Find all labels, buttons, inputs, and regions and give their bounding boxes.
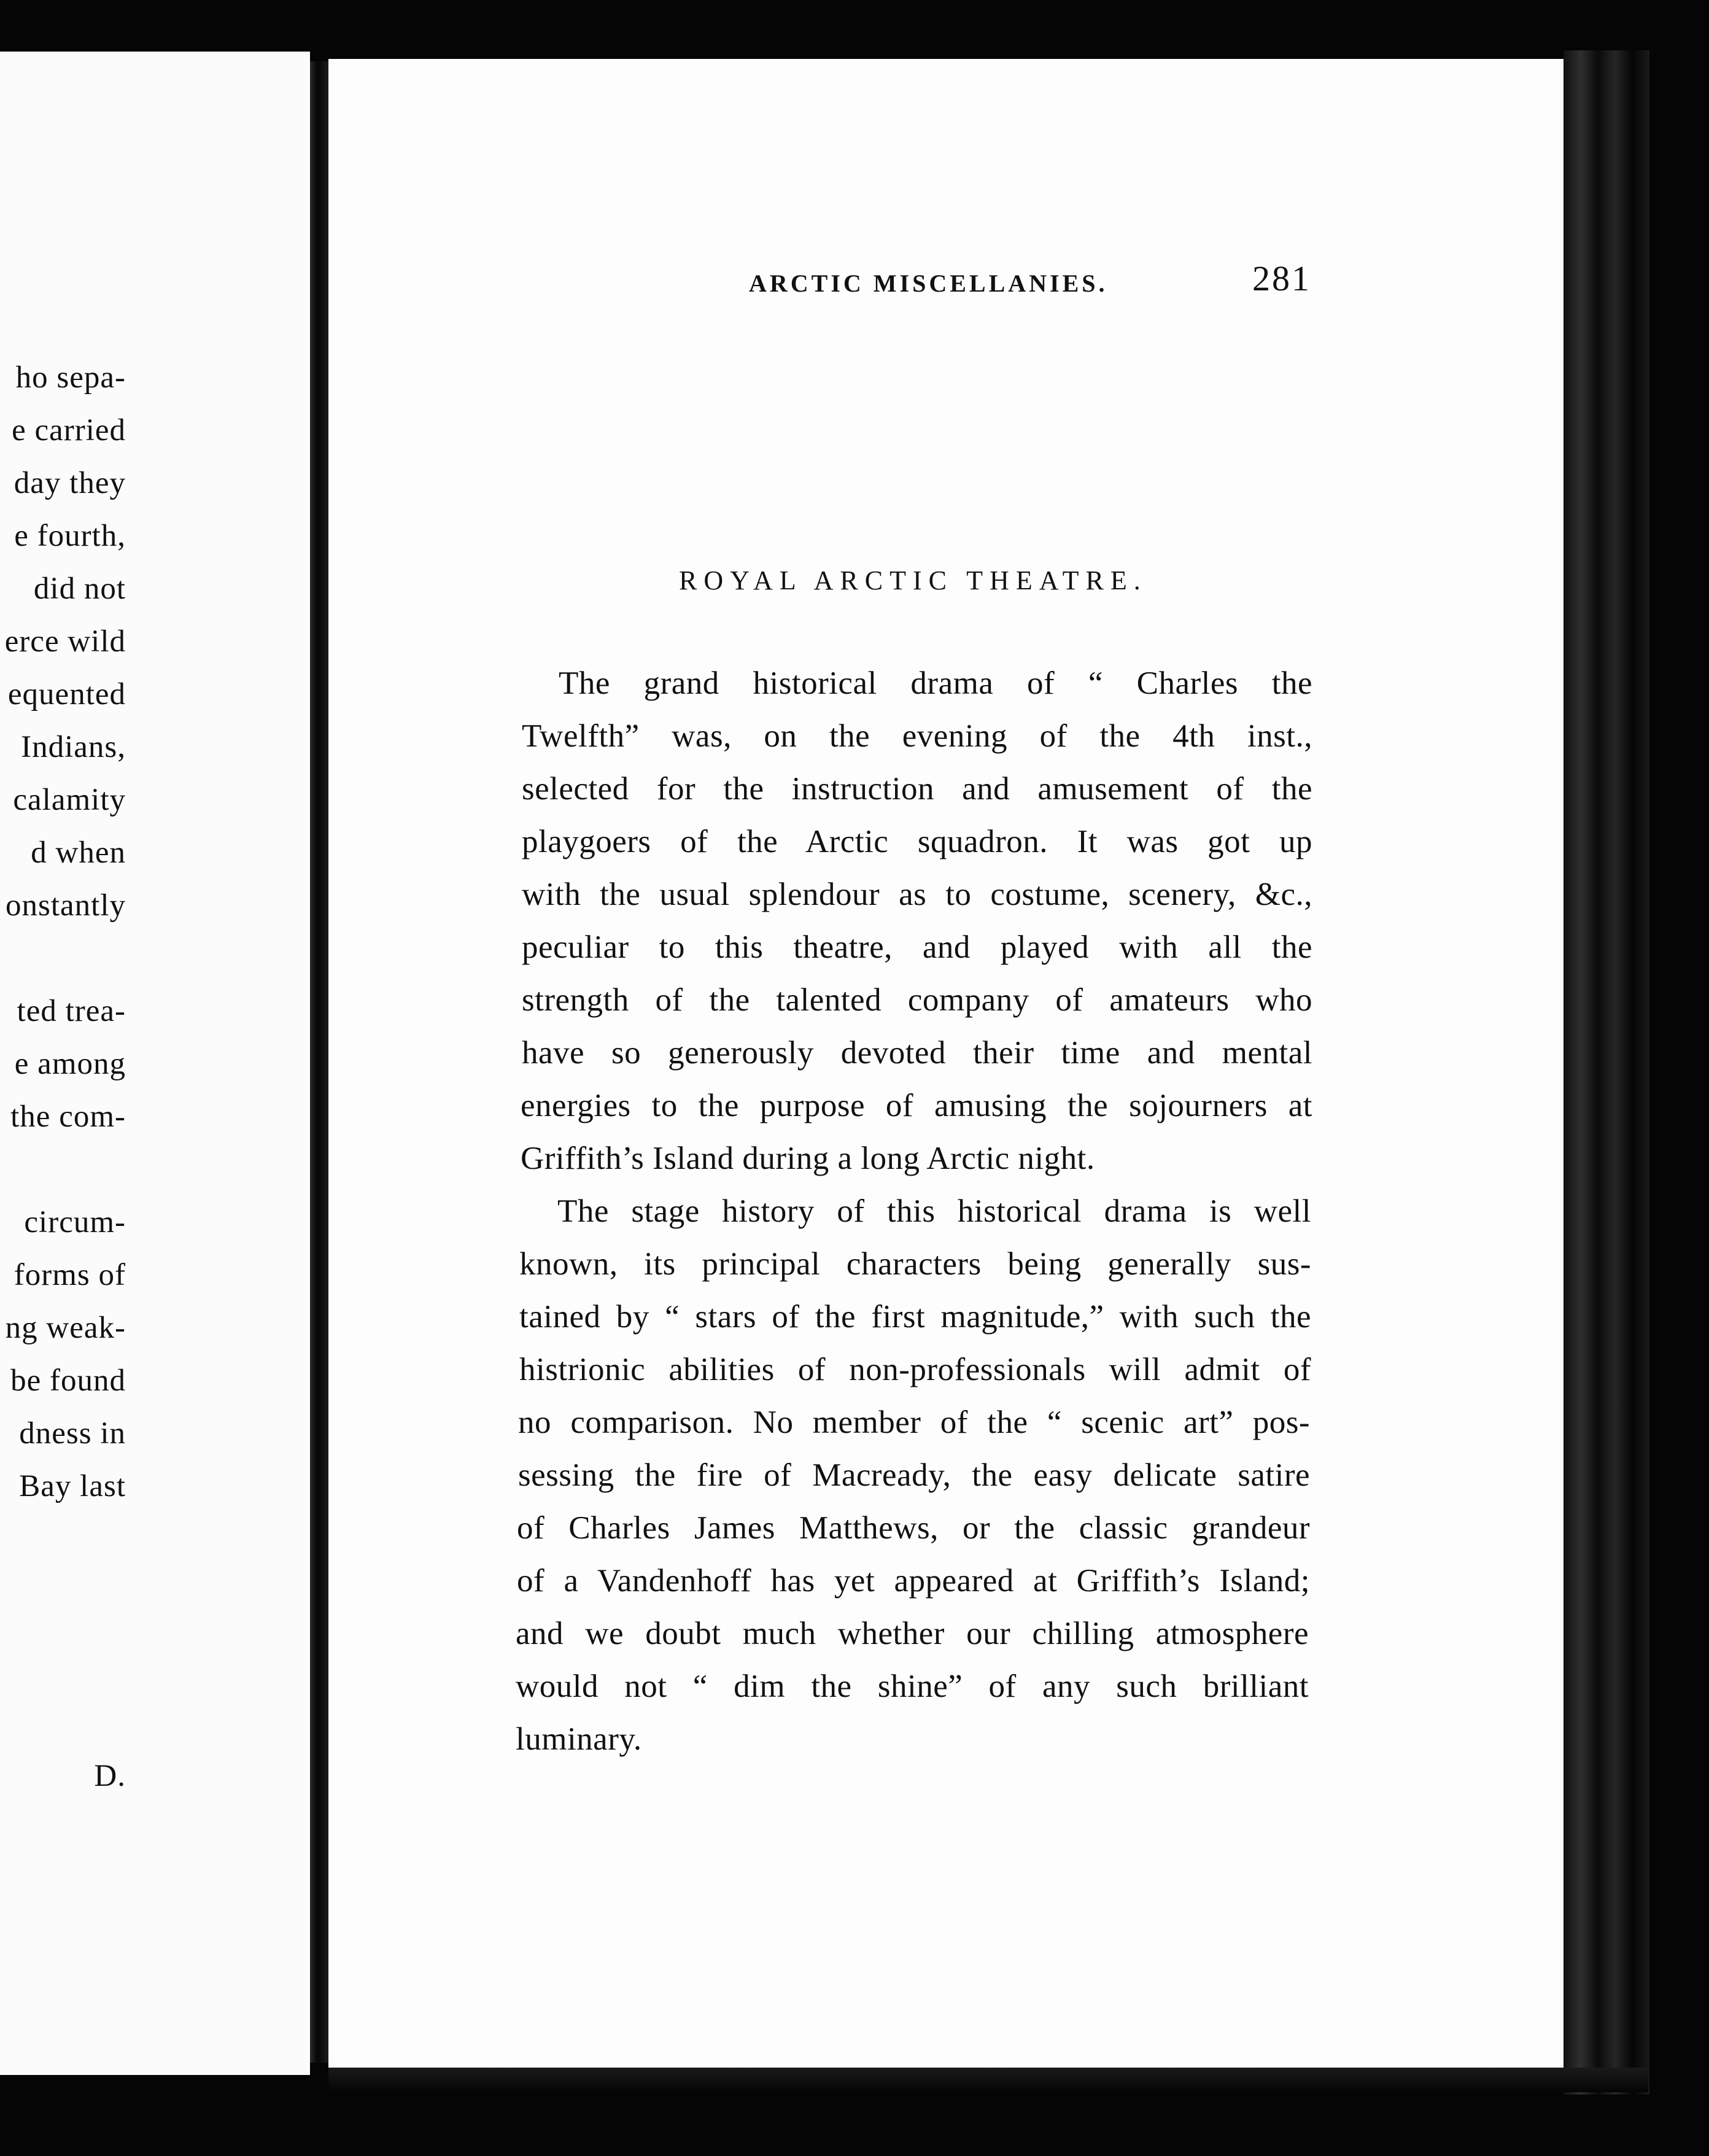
page-number: 281 xyxy=(1252,258,1311,298)
left-page-line: ho sepa- xyxy=(15,360,126,395)
body-line: energies to the purpose of amusing the sojourners at xyxy=(521,1088,1312,1123)
left-page-line: ted trea- xyxy=(17,994,126,1028)
left-page-line: day they xyxy=(14,466,126,500)
left-page-line: equented xyxy=(7,677,126,712)
body-line: of a Vandenhoff has yet appeared at Griffith’s Island; xyxy=(517,1563,1310,1599)
body-line: known, its principal characters being generally sus- xyxy=(519,1246,1311,1282)
left-page-line: ng weak- xyxy=(5,1311,126,1345)
left-page-line: be found xyxy=(10,1363,126,1398)
body-line: have so generously devoted their time and mental xyxy=(522,1035,1312,1071)
body-line: of Charles James Matthews, or the classic grandeur xyxy=(517,1510,1310,1546)
left-page-line: Indians, xyxy=(21,730,126,764)
body-line: and we doubt much whether our chilling atmosphere xyxy=(516,1616,1309,1651)
left-page-line: D. xyxy=(94,1759,126,1793)
page-block-edge xyxy=(1564,50,1649,2095)
body-line: peculiar to this theatre, and played with all the xyxy=(522,929,1312,965)
body-line: playgoers of the Arctic squadron. It was got up xyxy=(522,824,1312,859)
body-line: sessing the fire of Macready, the easy delicate satire xyxy=(518,1457,1310,1493)
body-line: Twelfth” was, on the evening of the 4th inst., xyxy=(522,718,1312,754)
left-page-line: dness in xyxy=(19,1416,126,1451)
left-page-line: the com- xyxy=(10,1099,126,1134)
left-page-line: calamity xyxy=(13,783,126,817)
left-page-line: e carried xyxy=(12,413,126,448)
page-bottom-edge xyxy=(328,2068,1648,2092)
left-page-line: Bay last xyxy=(19,1469,126,1503)
left-page-line: onstantly xyxy=(6,888,126,923)
left-page xyxy=(0,52,310,2075)
left-page-line: circum- xyxy=(24,1205,126,1239)
section-title: ROYAL ARCTIC THEATRE. xyxy=(679,565,1147,595)
body-line: no comparison. No member of the “ scenic art” pos- xyxy=(518,1405,1310,1440)
left-page-line: e fourth, xyxy=(14,519,126,553)
left-page-line: d when xyxy=(31,836,126,870)
body-line: The stage history of this historical drama is well xyxy=(557,1193,1311,1229)
left-page-line: forms of xyxy=(14,1258,126,1292)
left-page-line: e among xyxy=(14,1047,126,1081)
body-line: strength of the talented company of amateurs who xyxy=(522,982,1312,1018)
body-line: would not “ dim the shine” of any such brilliant xyxy=(516,1669,1309,1704)
left-page-line: did not xyxy=(33,572,126,606)
book-gutter xyxy=(310,61,328,2063)
body-line: The grand historical drama of “ Charles the xyxy=(559,665,1312,701)
running-head: ARCTIC MISCELLANIES. xyxy=(749,270,1108,297)
body-line: selected for the instruction and amusement of the xyxy=(522,771,1312,807)
body-line: tained by “ stars of the first magnitude,” with such the xyxy=(519,1299,1311,1335)
body-line: with the usual splendour as to costume, scenery, &c., xyxy=(522,877,1312,912)
body-line: histrionic abilities of non-professionals will admit of xyxy=(519,1352,1311,1387)
left-page-line: erce wild xyxy=(4,624,126,659)
body-line: Griffith’s Island during a long Arctic night. xyxy=(521,1141,1095,1176)
body-line: luminary. xyxy=(516,1721,642,1757)
